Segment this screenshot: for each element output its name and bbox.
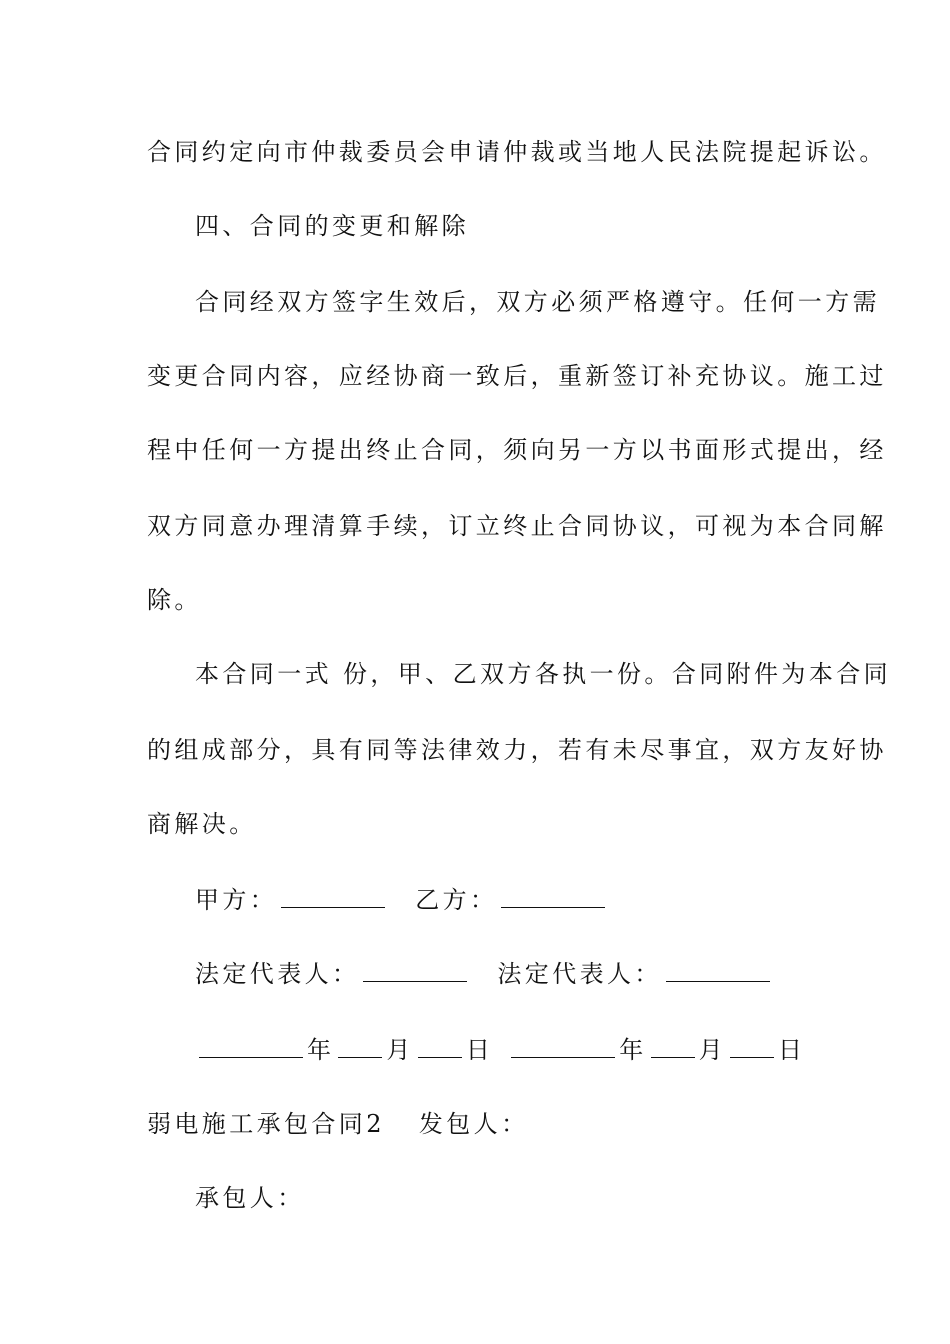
date-a-year-blank [199,1035,303,1058]
date-b-day-blank [730,1035,774,1058]
date-b-day-label: 日 [778,1036,806,1064]
paragraph-line: 本合同一式 份，甲、乙双方各执一份。合同附件为本合同 [195,660,892,688]
date-b-month-label: 月 [698,1036,727,1064]
paragraph-line: 的组成部分，具有同等法律效力，若有未尽事宜，双方友好协 [147,736,887,764]
date-a-month-label: 月 [386,1036,414,1064]
date-b-month-blank [651,1035,695,1058]
rep-b-label: 法定代表人： [497,960,662,988]
signature-representatives-line [195,958,855,990]
rep-a-label: 法定代表人： [195,960,360,988]
signature-parties-line [195,884,855,916]
date-a-year-label: 年 [307,1036,335,1064]
paragraph-line: 程中任何一方提出终止合同，须向另一方以书面形式提出，经 [147,436,887,464]
date-b-year-label: 年 [619,1036,647,1064]
contract-2-header-line [147,1108,807,1140]
paragraph-line: 除。 [147,586,202,614]
rep-b-blank [666,959,770,982]
date-a-month-blank [338,1035,382,1058]
party-a-blank [281,885,385,908]
section-heading: 四、合同的变更和解除 [195,212,469,240]
paragraph-line: 双方同意办理清算手续，订立终止合同协议，可视为本合同解 [147,512,887,540]
party-a-label: 甲方： [195,886,278,914]
paragraph-line: 变更合同内容，应经协商一致后，重新签订补充协议。施工过 [147,362,887,390]
contract-2-employer-label: 发包人： [418,1110,529,1138]
party-b-blank [501,885,605,908]
rep-a-blank [363,959,467,982]
date-a-day-blank [418,1035,462,1058]
contract-2-contractor-label: 承包人： [195,1184,305,1212]
paragraph-line: 合同约定向市仲裁委员会申请仲裁或当地人民法院提起诉讼。 [147,138,887,166]
signature-dates-line [195,1034,855,1066]
contract-2-title: 弱电施工承包合同2 [147,1110,385,1138]
paragraph-line: 合同经双方签字生效后，双方必须严格遵守。任何一方需 [195,288,880,316]
party-b-label: 乙方： [415,886,498,914]
date-a-day-label: 日 [465,1036,494,1064]
date-b-year-blank [511,1035,615,1058]
paragraph-line: 商解决。 [147,810,257,838]
